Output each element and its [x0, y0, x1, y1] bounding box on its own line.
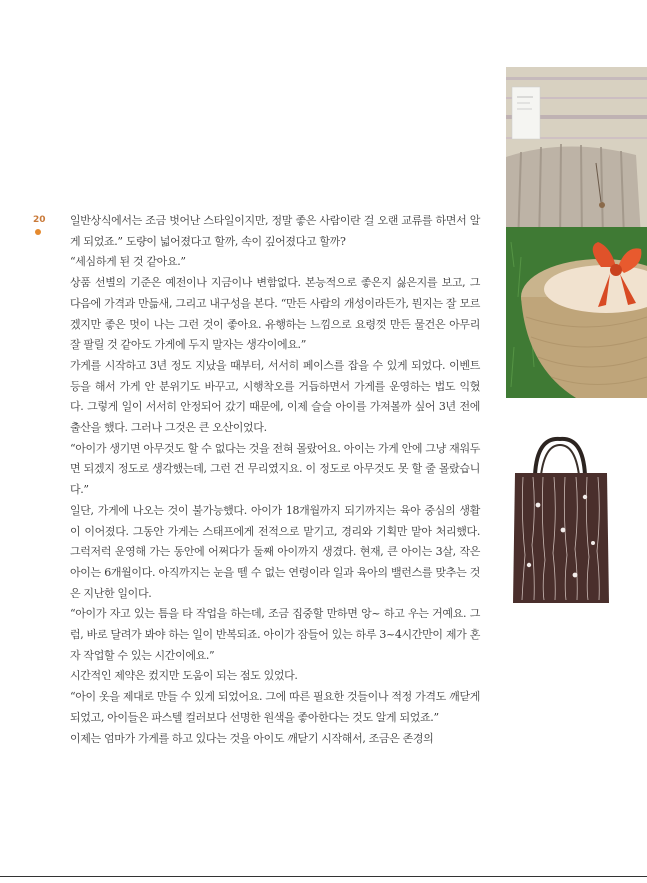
- paragraph: 시간적인 제약은 컸지만 도움이 되는 점도 있었다.: [70, 669, 298, 683]
- paragraph: 일반상식에서는 조금 벗어난 스타일이지만, 정말 좋은 사람이란 걸 오랜 교류를 하면서 알게 되었죠.” 도량이 넓어졌다고 할까, 속이 깊어졌다고 할까?: [70, 214, 480, 248]
- fabric-bag-photo: [506, 67, 647, 398]
- paragraph: “아이가 생기면 아무것도 할 수 없다는 것을 전혀 몰랐어요. 아이는 가게 안에 그냥 재워두면 되겠지 정도로 생각했는데, 그런 건 무리였지요. 이 정도로 아무것도 못 할 줄 몰랐습니다.”: [70, 441, 480, 497]
- bottom-rule: [0, 876, 647, 877]
- paragraph: “아이가 자고 있는 틈을 타 작업을 하는데, 조금 집중할 만하면 앙~ 하고 우는 거예요. 그럼, 바로 달려가 봐야 하는 일이 반복되죠. 아이가 잠들어 있는 하루 3~4시간만이 제가 혼자 작업할 수 있는 시간이에요.”: [70, 607, 480, 662]
- paragraph: 가게를 시작하고 3년 정도 지났을 때부터, 서서히 페이스를 잡을 수 있게 되었다. 이벤트 등을 해서 가게 안 분위기도 바꾸고, 시행착오를 거듭하면서 가게를 운영하는 법도 익혔다. 그렇게 일이 서서히 안정되어 갔기 때문에, 이제 슬슬 아이를 가져볼까 싶어 3년 전에 출산을 했다. 그러나 그것은 큰 오산이었다.: [70, 358, 480, 435]
- paragraph: 상품 선별의 기준은 예전이나 지금이나 변함없다. 본능적으로 좋은지 싫은지를 보고, 그 다음에 가격과 만듦새, 그리고 내구성을 본다. “만든 사람의 개성이라든가, 뭔지는 잘 모르겠지만 좋은 멋이 나는 그런 것이 좋아요. 유행하는 느낌으로 요령껏 만든 물건은 아무리 잘 팔릴 것 같아도 가게에 두지 말자는 생각이에요.”: [70, 276, 480, 352]
- article-body: [70, 211, 480, 749]
- paragraph: “세심하게 된 것 같아요.”: [70, 255, 186, 269]
- paragraph: 이제는 엄마가 가게를 하고 있다는 것을 아이도 깨닫기 시작해서, 조금은 존경의: [70, 731, 434, 745]
- paragraph: 일단, 가게에 나오는 것이 불가능했다. 아이가 18개월까지 되기까지는 육아 중심의 생활이 이어졌다. 그동안 가게는 스태프에게 전적으로 맡기고, 경리와 기획만 맡아 처리했다. 그럭저럭 운영해 가는 동안에 어쩌다가 둘째 아이까지 생겼다. 현재, 큰 아이는 3살, 작은 아이는 6개월이다. 아직까지는 눈을 뗄 수 없는 연령이라 일과 육아의 밸런스를 맞추는 것은 지난한 일이다.: [70, 503, 480, 600]
- tote-bag-image: [505, 435, 617, 611]
- page-number: 20: [33, 215, 46, 225]
- page-number-dot: [35, 229, 41, 235]
- paragraph: “아이 옷을 제대로 만들 수 있게 되었어요. 그에 따른 필요한 것들이나 적정 가격도 깨닫게 되었고, 아이들은 파스텔 컬러보다 선명한 원색을 좋아한다는 것도 알게 되었죠.”: [70, 690, 480, 724]
